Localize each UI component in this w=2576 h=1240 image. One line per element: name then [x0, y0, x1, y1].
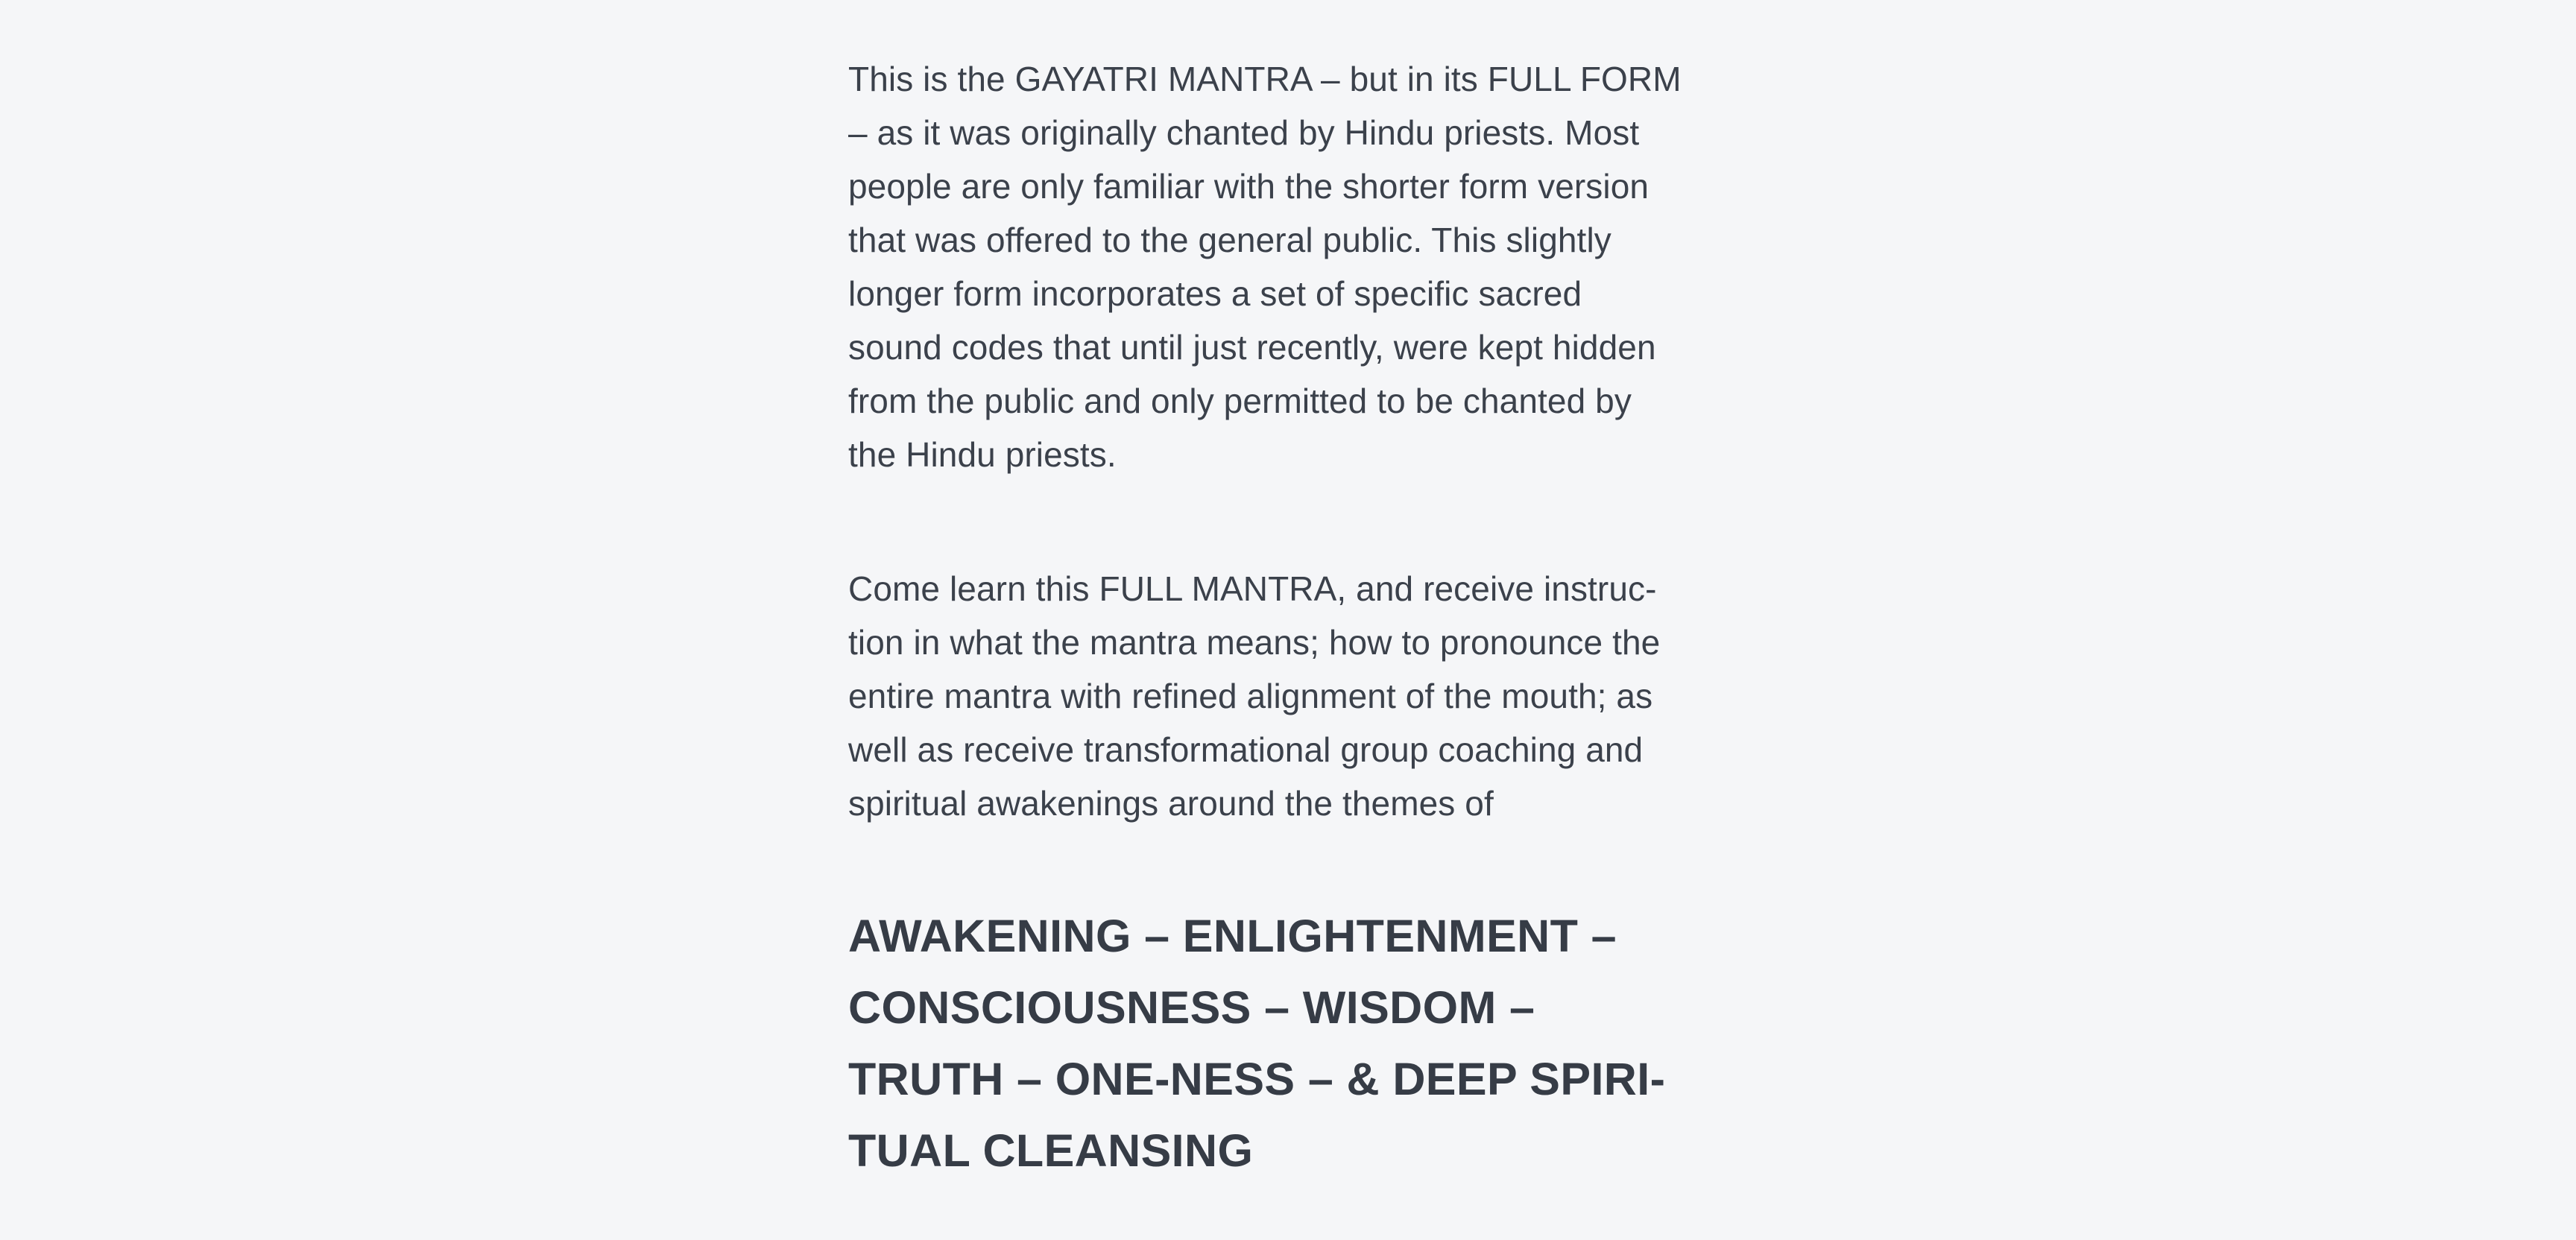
- themes-line: TRUTH – ONE-NESS – & DEEP SPIRI-: [848, 1054, 1666, 1104]
- invite-paragraph: [848, 562, 1743, 830]
- invite-line: well as receive transformational group coaching and: [848, 730, 1644, 769]
- invite-line: Come learn this FULL MANTRA, and receive instruc-: [848, 569, 1657, 608]
- themes-line: CONSCIOUSNESS – WISDOM –: [848, 982, 1535, 1033]
- invite-line: entire mantra with refined alignment of the mouth; as: [848, 677, 1653, 715]
- intro-paragraph: [848, 52, 1743, 481]
- intro-line: from the public and only permitted to be chanted by: [848, 382, 1632, 420]
- themes-line: TUAL CLEANSING: [848, 1125, 1254, 1176]
- intro-line: the Hindu priests.: [848, 435, 1117, 474]
- content-column: [848, 52, 1743, 1186]
- themes-heading: [848, 900, 1743, 1186]
- intro-line: This is the GAYATRI MANTRA – but in its FULL FORM: [848, 60, 1682, 98]
- intro-line: sound codes that until just recently, were kept hidden: [848, 328, 1656, 367]
- intro-line: – as it was originally chanted by Hindu priests. Most: [848, 113, 1640, 152]
- invite-line: tion in what the mantra means; how to pronounce the: [848, 623, 1661, 662]
- intro-line: that was offered to the general public. This slightly: [848, 221, 1611, 259]
- intro-line: people are only familiar with the shorter form version: [848, 167, 1650, 206]
- themes-line: AWAKENING – ENLIGHTENMENT –: [848, 911, 1617, 961]
- invite-line: spiritual awakenings around the themes of: [848, 784, 1494, 823]
- intro-line: longer form incorporates a set of specific sacred: [848, 274, 1582, 313]
